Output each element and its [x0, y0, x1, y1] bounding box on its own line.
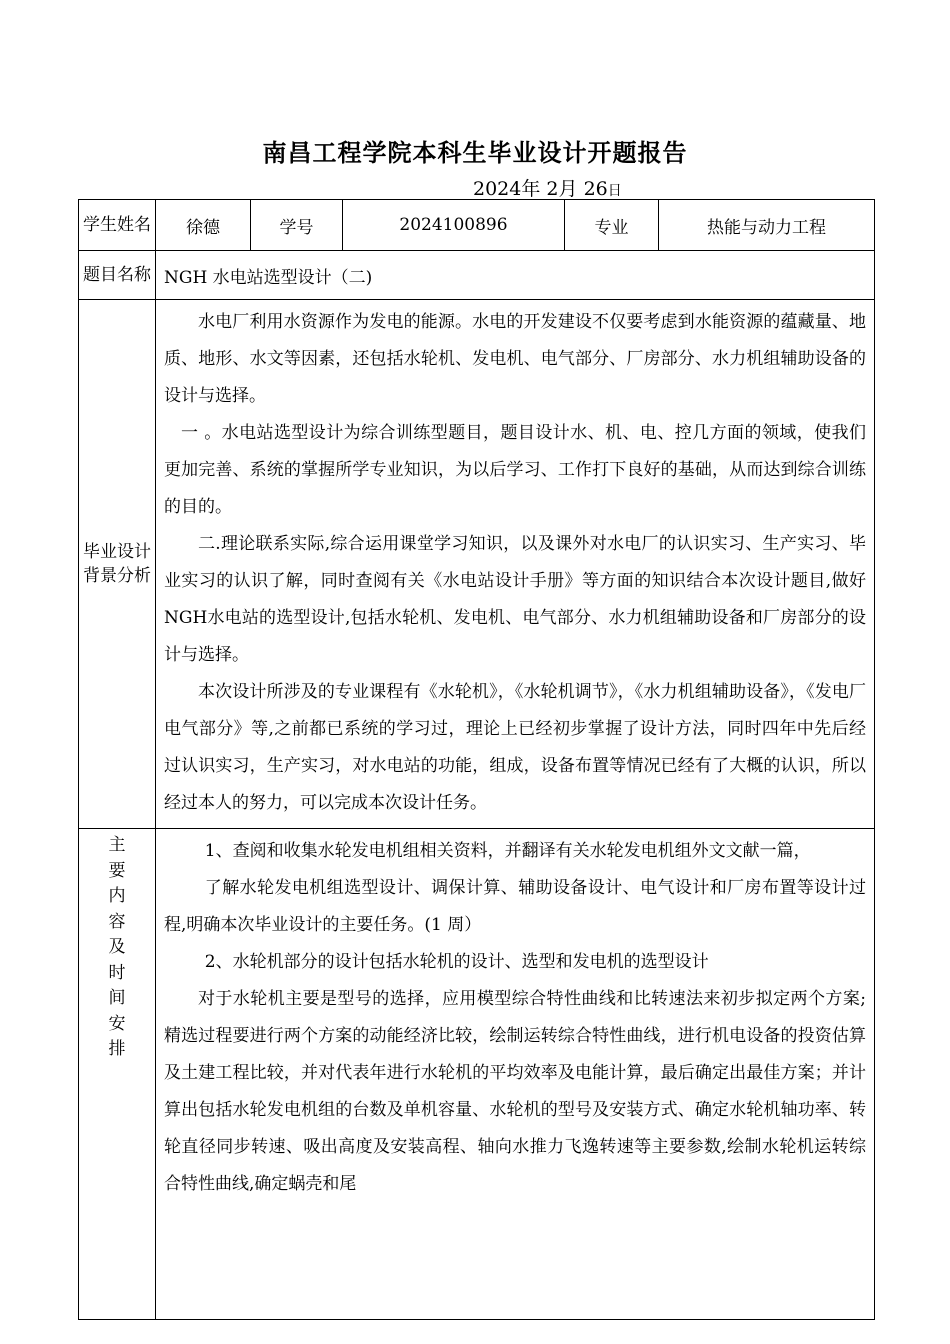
- date-day: 26: [583, 178, 608, 200]
- background-content: [156, 300, 875, 829]
- report-title: 南昌工程学院本科生毕业设计开题报告: [262, 139, 688, 167]
- date-month-unit: 月: [558, 178, 578, 200]
- topic-value: NGH 水电站选型设计（二): [156, 251, 875, 300]
- content-text: [156, 829, 875, 1320]
- date-year-unit: 年: [521, 178, 541, 200]
- topic-label: 题目名称: [79, 251, 156, 300]
- content-label-char: 排: [108, 1039, 126, 1059]
- date-month: 2: [546, 178, 559, 200]
- content-label-char: 容: [108, 911, 126, 932]
- content-label-char: 间: [108, 988, 126, 1008]
- major-label: 专业: [565, 200, 659, 251]
- content-paragraph: 2、水轮机部分的设计包括水轮机的设计、选型和发电机的选型设计: [204, 952, 709, 972]
- report-date: [473, 174, 622, 201]
- date-day-unit: 日: [607, 183, 622, 199]
- major-value: 热能与动力工程: [659, 200, 875, 251]
- background-label: 毕业设计背景分析: [79, 300, 156, 829]
- student-name-label: 学生姓名: [79, 200, 156, 251]
- content-paragraph: 对于水轮机主要是型号的选择，应用模型综合特性曲线和比转速法来初步拟定两个方案;精选过程要进行两个方案的动能经济比较，绘制运转综合特性曲线，进行机电设备的投资估算及土建工程比较，并对代表年进行水轮机的平均效率及电能计算，最后确定出最佳方案；并计算出包括水轮发电机组的台数及单机容量、水轮机的型号及安装方式、确定水轮机轴功率、转轮直径同步转速、吸出高度及安装高程、轴向水推力飞逸转速等主要参数,绘制水轮机运转综合特性曲线,确定蜗壳和尾: [164, 989, 866, 1194]
- student-name-value: 徐德: [156, 200, 251, 251]
- content-paragraph: 了解水轮发电机组选型设计、调保计算、辅助设备设计、电气设计和厂房布置等设计过程,明确本次毕业设计的主要任务。(1 周）: [164, 878, 866, 935]
- content-paragraph: 1、查阅和收集水轮发电机组相关资料，并翻译有关水轮发电机组外文文献一篇，: [204, 841, 811, 861]
- student-id-value: 2024100896: [343, 200, 565, 251]
- content-label-char: 安: [108, 1013, 126, 1034]
- content-label-char: 要: [108, 860, 126, 881]
- content-label-char: 时: [108, 962, 126, 983]
- student-info-row: [79, 200, 875, 251]
- content-label-char: 内: [108, 886, 126, 906]
- content-label-char: 主: [108, 835, 126, 855]
- background-paragraph: 水电厂利用水资源作为发电的能源。水电的开发建设不仅要考虑到水能资源的蕴藏量、地质、地形、水文等因素，还包括水轮机、发电机、电气部分、厂房部分、水力机组辅助设备的设计与选择。: [164, 312, 866, 406]
- background-row: [79, 300, 875, 829]
- content-row: [79, 829, 875, 1320]
- background-paragraph: 一 。水电站选型设计为综合训练型题目，题目设计水、机、电、控几方面的领域，使我们更加完善、系统的掌握所学专业知识，为以后学习、工作打下良好的基础，从而达到综合训练的目的。: [164, 423, 866, 517]
- report-table: [78, 199, 875, 1320]
- topic-row: [79, 251, 875, 300]
- background-paragraph: 二.理论联系实际,综合运用课堂学习知识，以及课外对水电厂的认识实习、生产实习、毕业实习的认识了解，同时查阅有关《水电站设计手册》等方面的知识结合本次设计题目,做好NGH水电站的选型设计,包括水轮机、发电机、电气部分、水力机组辅助设备和厂房部分的设计与选择。: [164, 534, 866, 665]
- student-id-label: 学号: [251, 200, 343, 251]
- date-year: 2024: [473, 178, 522, 200]
- content-label-char: 及: [108, 937, 126, 957]
- content-label: [79, 829, 156, 1320]
- background-paragraph: 本次设计所涉及的专业课程有《水轮机》，《水轮机调节》，《水力机组辅助设备》，《发电厂电气部分》等,之前都已系统的学习过，理论上已经初步掌握了设计方法，同时四年中先后经过认识实习，生产实习，对水电站的功能，组成，设备布置等情况已经有了大概的认识，所以经过本人的努力，可以完成本次设计任务。: [164, 682, 866, 813]
